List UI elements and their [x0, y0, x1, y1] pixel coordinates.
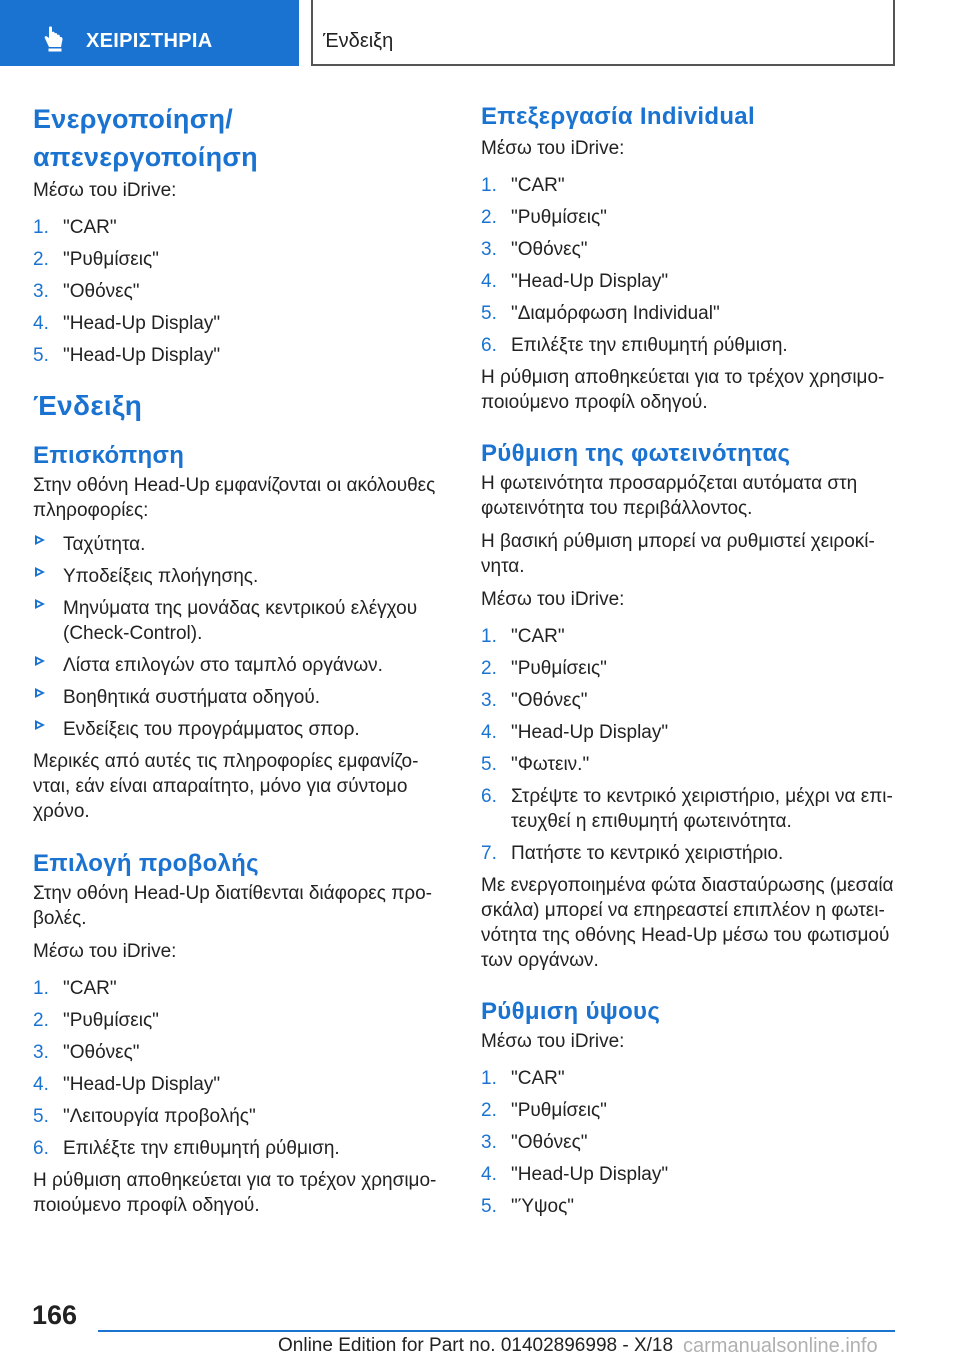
- save-note: Η ρύθμιση αποθηκεύεται για το τρέχον χρησιμο- ποιούμενο προφίλ οδηγού.: [481, 367, 885, 413]
- list-item: 3. "Οθόνες": [481, 239, 588, 260]
- overview-note: Μερικές από αυτές τις πληροφορίες εμφανίζο- νται, εάν είναι απαραίτητο, μόνο για σύντομο χρόνο.: [33, 751, 419, 822]
- list-item: 1. "CAR": [481, 1068, 565, 1089]
- page-number: 166: [32, 1300, 78, 1330]
- list-item: 3. "Οθόνες": [481, 1132, 588, 1153]
- steps-list: [481, 1066, 901, 1219]
- page-header: [0, 0, 960, 66]
- footer-divider: [98, 1330, 895, 1332]
- heading-view-select: Επιλογή προβολής: [33, 850, 259, 877]
- list-item: Ταχύτητα.: [63, 534, 146, 555]
- list-item: 6. Επιλέξτε την επιθυμητή ρύθμιση.: [481, 335, 788, 356]
- list-item: 5. "Λειτουργία προβολής": [33, 1106, 256, 1127]
- chapter-title: ΧΕΙΡΙΣΤΗΡΙΑ: [86, 30, 213, 52]
- left-column: [33, 100, 453, 1218]
- list-item: Λίστα επιλογών στο ταμπλό οργάνων.: [63, 655, 383, 676]
- intro-text: Μέσω του iDrive:: [33, 180, 177, 201]
- list-item: 2. "Ρυθμίσεις": [481, 207, 607, 228]
- list-item: 4. "Head-Up Display": [481, 271, 669, 292]
- list-item: Υποδείξεις πλοήγησης.: [63, 566, 259, 587]
- intro-text: Μέσω του iDrive:: [481, 1031, 625, 1052]
- list-item: 2. "Ρυθμίσεις": [481, 1100, 607, 1121]
- watermark: carmanualsonline.info: [683, 1335, 878, 1357]
- section-header: [311, 0, 895, 66]
- heading-activate: Ενεργοποίηση/απενεργοποίηση: [33, 104, 258, 172]
- list-item: 4. "Head-Up Display": [481, 722, 669, 743]
- list-item: 1. "CAR": [33, 978, 117, 999]
- low-beam-note: Με ενεργοποιημένα φώτα διασταύρωσης (μεσαία σκάλα) μπορεί να επηρεαστεί επιπλέον η φωτει- νότητα της οθόνης Head-Up μέσω του φωτισμού των οργάνων.: [481, 875, 894, 971]
- list-item: 4. "Head-Up Display": [33, 313, 221, 334]
- overview-intro: Στην οθόνη Head-Up εμφανίζονται οι ακόλουθες πληροφορίες:: [33, 475, 436, 521]
- chapter-tab: [0, 0, 299, 66]
- save-note: Η ρύθμιση αποθηκεύεται για το τρέχον χρησιμο- ποιούμενο προφίλ οδηγού.: [33, 1170, 437, 1216]
- heading-individual: Επεξεργασία Individual: [481, 103, 755, 130]
- list-item: 6. Επιλέξτε την επιθυμητή ρύθμιση.: [33, 1138, 340, 1159]
- steps-list: [33, 215, 453, 368]
- brightness-manual-text: Η βασική ρύθμιση μπορεί να ρυθμιστεί χειροκί- νητα.: [481, 531, 875, 577]
- heading-display: Ένδειξη: [33, 390, 143, 421]
- list-item: 1. "CAR": [481, 626, 565, 647]
- list-item: 5. "Διαμόρφωση Individual": [481, 303, 720, 324]
- list-item: Μηνύματα της μονάδας κεντρικού ελέγχου (Check-Control).: [63, 598, 418, 644]
- list-item: 6. Στρέψτε το κεντρικό χειριστήριο, μέχρι να επι- τευχθεί η επιθυμητή φωτεινότητα.: [481, 786, 893, 832]
- list-item: 5. "Ύψος": [481, 1196, 575, 1217]
- brightness-text: Η φωτεινότητα προσαρμόζεται αυτόματα στη φωτεινότητα του περιβάλλοντος.: [481, 473, 858, 519]
- list-item: 7. Πατήστε το κεντρικό χειριστήριο.: [481, 843, 784, 864]
- heading-height: Ρύθμιση ύψους: [481, 998, 661, 1025]
- edition-text: Online Edition for Part no. 01402896998 - X/18: [278, 1335, 674, 1356]
- list-item: 2. "Ρυθμίσεις": [481, 658, 607, 679]
- list-item: 1. "CAR": [481, 175, 565, 196]
- list-item: 3. "Οθόνες": [481, 690, 588, 711]
- list-item: 5. "Φωτειν.": [481, 754, 590, 775]
- intro-text: Μέσω του iDrive:: [481, 589, 625, 610]
- info-bullet-list: [33, 532, 453, 742]
- heading-overview: Επισκόπηση: [33, 442, 185, 469]
- steps-list: [33, 976, 453, 1161]
- steps-list: [481, 624, 901, 866]
- right-column: [481, 100, 901, 1219]
- view-select-intro: Στην οθόνη Head-Up διατίθενται διάφορες προ- βολές.: [33, 883, 433, 929]
- list-item: Ενδείξεις του προγράμματος σπορ.: [63, 719, 360, 740]
- intro-text: Μέσω του iDrive:: [33, 941, 177, 962]
- list-item: 3. "Οθόνες": [33, 1042, 140, 1063]
- list-item: 4. "Head-Up Display": [33, 1074, 221, 1095]
- list-item: 2. "Ρυθμίσεις": [33, 1010, 159, 1031]
- list-item: 3. "Οθόνες": [33, 281, 140, 302]
- list-item: Βοηθητικά συστήματα οδηγού.: [63, 687, 320, 708]
- list-item: 1. "CAR": [33, 217, 117, 238]
- steps-list: [481, 173, 901, 358]
- section-title: Ένδειξη: [323, 30, 394, 52]
- hand-pointer-icon: [40, 26, 66, 52]
- list-item: 4. "Head-Up Display": [481, 1164, 669, 1185]
- list-item: 2. "Ρυθμίσεις": [33, 249, 159, 270]
- heading-brightness: Ρύθμιση της φωτεινότητας: [481, 440, 791, 467]
- list-item: 5. "Head-Up Display": [33, 345, 221, 366]
- intro-text: Μέσω του iDrive:: [481, 138, 625, 159]
